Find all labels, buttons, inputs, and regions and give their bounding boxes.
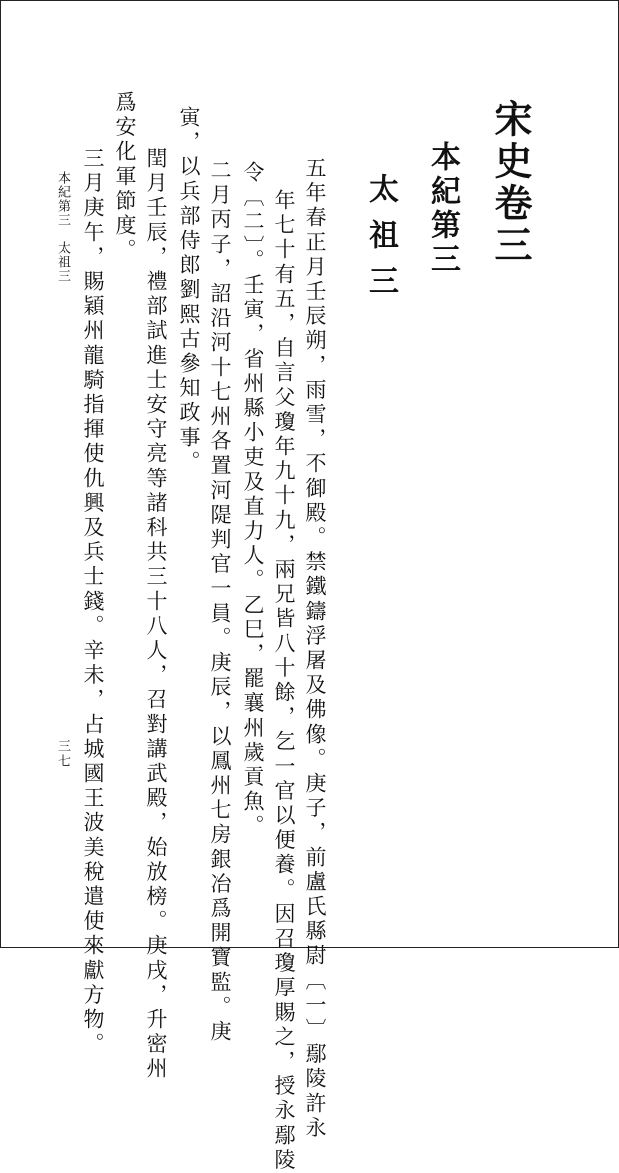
text-column-2: 年七十有五，自言父瓊年九十九，兩兄皆八十餘，乞一官以便養。因召瓊厚賜之，授永鄢陵: [272, 189, 296, 1173]
volume-title: 宋史卷三: [488, 99, 533, 267]
chapter-heading: 本紀第三: [425, 141, 460, 277]
subchapter-heading: 太祖三: [363, 173, 398, 311]
text-column-3: 令〔二〕。壬寅，省州縣小吏及直力人。乙巳，罷襄州歲貢魚。: [241, 161, 265, 840]
text-column-6: 閏月壬辰，禮部試進士安守亮等諸科共三十八人，召對講武殿，始放榜。庚戌，升密州: [144, 147, 168, 1082]
text-column-7: 爲安化軍節度。: [113, 91, 137, 264]
text-column-4: 二月丙子，詔沿河十七州各置河隄判官一員。庚辰，以鳳州七房銀冶爲開寶監。庚: [208, 159, 232, 1045]
text-column-5: 寅，以兵部侍郎劉熙古參知政事。: [177, 106, 201, 475]
page-number: 三七: [55, 739, 70, 769]
text-column-1: 五年春正月壬辰朔，雨雪，不御殿。禁鐵鑄浮屠及佛像。庚子，前盧氏縣尉〔一〕鄢陵許永: [303, 157, 327, 1141]
text-column-8: 三月庚午，賜穎州龍騎指揮使仇興及兵士錢。辛未，占城國王波美稅遣使來獻方物。: [81, 147, 105, 1058]
running-header: 本紀第三 太祖三: [55, 171, 70, 283]
